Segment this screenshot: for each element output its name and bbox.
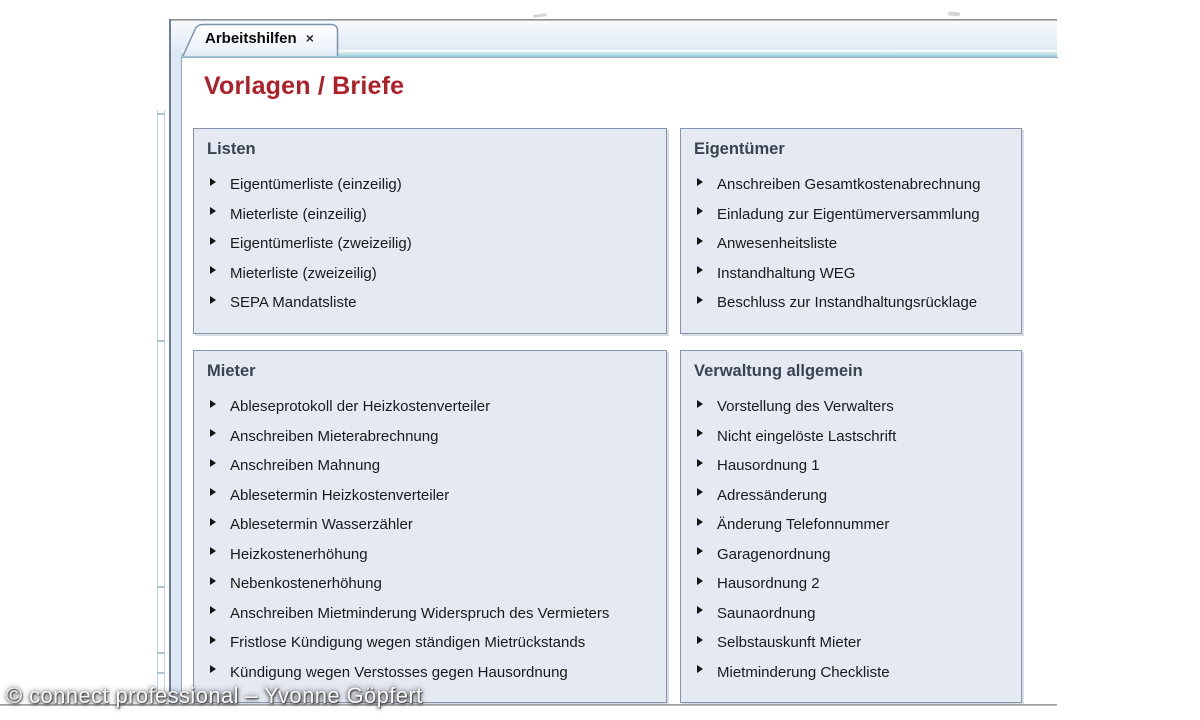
template-link[interactable] — [210, 259, 660, 289]
template-link-label: Hausordnung 1 — [717, 457, 820, 475]
panel-items — [210, 170, 660, 318]
template-link[interactable] — [697, 569, 1015, 599]
panel-items — [697, 170, 1015, 318]
arrow-bullet-icon — [697, 577, 703, 585]
panel-mieter — [193, 350, 667, 703]
arrow-bullet-icon — [210, 429, 216, 437]
template-link[interactable] — [210, 288, 660, 318]
template-link[interactable] — [210, 628, 660, 658]
panel-items — [210, 392, 660, 687]
template-link[interactable] — [210, 200, 660, 230]
arrow-bullet-icon — [697, 547, 703, 555]
panel-title: Listen — [207, 140, 256, 158]
edge-tick — [157, 113, 165, 115]
template-link-label: Anschreiben Mieterabrechnung — [230, 427, 439, 445]
arrow-bullet-icon — [210, 266, 216, 274]
template-link[interactable] — [697, 422, 1015, 452]
tab-label: Arbeitshilfen — [205, 30, 297, 47]
template-link[interactable] — [210, 540, 660, 570]
template-link-label: Fristlose Kündigung wegen ständigen Mietrückstands — [230, 634, 586, 652]
template-link-label: Instandhaltung WEG — [717, 264, 856, 282]
background-window-edge — [157, 110, 165, 704]
template-link-label: Ablesetermin Wasserzähler — [230, 516, 413, 534]
arrow-bullet-icon — [210, 547, 216, 555]
edge-tick — [157, 340, 165, 342]
template-link-label: Anschreiben Mietminderung Widerspruch des Vermieters — [230, 604, 610, 622]
tab-close-icon[interactable]: × — [305, 30, 314, 46]
template-link[interactable] — [210, 229, 660, 259]
arrow-bullet-icon — [697, 237, 703, 245]
template-link[interactable] — [210, 170, 660, 200]
panel-title: Eigentümer — [694, 140, 785, 158]
template-link[interactable] — [210, 510, 660, 540]
template-link[interactable] — [697, 170, 1015, 200]
template-link[interactable] — [697, 200, 1015, 230]
template-link-label: Mieterliste (einzeilig) — [230, 205, 367, 223]
panel-title: Verwaltung allgemein — [694, 362, 863, 380]
panel-items — [697, 392, 1015, 687]
template-link-label: Eigentümerliste (zweizeilig) — [230, 235, 412, 253]
arrow-bullet-icon — [210, 178, 216, 186]
template-link[interactable] — [210, 422, 660, 452]
arrow-bullet-icon — [210, 606, 216, 614]
arrow-bullet-icon — [697, 296, 703, 304]
template-link-label: Beschluss zur Instandhaltungsrücklage — [717, 294, 978, 312]
arrow-bullet-icon — [210, 665, 216, 673]
window-top-notch — [533, 13, 547, 18]
template-link[interactable] — [210, 599, 660, 629]
arrow-bullet-icon — [210, 488, 216, 496]
arrow-bullet-icon — [697, 207, 703, 215]
template-link-label: Einladung zur Eigentümerversammlung — [717, 205, 980, 223]
template-link-label: Adressänderung — [717, 486, 828, 504]
template-link-label: Hausordnung 2 — [717, 575, 820, 593]
arrow-bullet-icon — [697, 459, 703, 467]
arrow-bullet-icon — [210, 237, 216, 245]
template-link[interactable] — [210, 451, 660, 481]
template-link[interactable] — [697, 259, 1015, 289]
template-link-label: Vorstellung des Verwalters — [717, 398, 894, 416]
arrow-bullet-icon — [697, 400, 703, 408]
arrow-bullet-icon — [210, 459, 216, 467]
arrow-bullet-icon — [210, 296, 216, 304]
template-link[interactable] — [697, 599, 1015, 629]
template-link-label: Selbstauskunft Mieter — [717, 634, 862, 652]
panel-title: Mieter — [207, 362, 256, 380]
template-link[interactable] — [210, 569, 660, 599]
template-link[interactable] — [697, 392, 1015, 422]
template-link[interactable] — [210, 481, 660, 511]
template-link[interactable] — [697, 510, 1015, 540]
template-link[interactable] — [697, 658, 1015, 688]
template-link-label: Eigentümerliste (einzeilig) — [230, 176, 402, 194]
arrow-bullet-icon — [697, 518, 703, 526]
panel-eigentuemer — [680, 128, 1022, 334]
page-title: Vorlagen / Briefe — [204, 72, 405, 100]
window-top-notch — [948, 11, 960, 16]
arrow-bullet-icon — [210, 518, 216, 526]
template-link[interactable] — [697, 288, 1015, 318]
template-link-label: Saunaordnung — [717, 604, 816, 622]
arrow-bullet-icon — [210, 577, 216, 585]
arrow-bullet-icon — [697, 606, 703, 614]
template-link-label: Anschreiben Mahnung — [230, 457, 381, 475]
arrow-bullet-icon — [210, 636, 216, 644]
template-link-label: Nicht eingelöste Lastschrift — [717, 427, 897, 445]
template-link[interactable] — [210, 392, 660, 422]
template-link[interactable] — [697, 540, 1015, 570]
arrow-bullet-icon — [210, 400, 216, 408]
template-link-label: Ablesetermin Heizkostenverteiler — [230, 486, 450, 504]
template-link-label: Kündigung wegen Verstosses gegen Hausordnung — [230, 663, 568, 681]
arrow-bullet-icon — [697, 636, 703, 644]
template-link[interactable] — [697, 628, 1015, 658]
template-link[interactable] — [697, 229, 1015, 259]
arrow-bullet-icon — [697, 665, 703, 673]
template-link[interactable] — [697, 481, 1015, 511]
arrow-bullet-icon — [210, 207, 216, 215]
template-link[interactable] — [697, 451, 1015, 481]
arrow-bullet-icon — [697, 266, 703, 274]
template-link-label: Änderung Telefonnummer — [717, 516, 890, 534]
edge-tick — [157, 672, 165, 674]
template-link-label: Anschreiben Gesamtkostenabrechnung — [717, 176, 981, 194]
template-link-label: Ableseprotokoll der Heizkostenverteiler — [230, 398, 491, 416]
template-link-label: Anwesenheitsliste — [717, 235, 838, 253]
arrow-bullet-icon — [697, 488, 703, 496]
edge-tick — [157, 652, 165, 654]
template-link-label: Nebenkostenerhöhung — [230, 575, 382, 593]
panel-verwaltung-allgemein — [680, 350, 1022, 703]
window-frame-strip — [171, 50, 181, 704]
edge-tick — [157, 586, 165, 588]
tab-arbeitshilfen[interactable] — [182, 23, 340, 56]
template-link-label: SEPA Mandatsliste — [230, 294, 357, 312]
photo-credit-watermark: © connect professional – Yvonne Göpfert — [6, 683, 423, 708]
arrow-bullet-icon — [697, 429, 703, 437]
arrow-bullet-icon — [697, 178, 703, 186]
panel-listen — [193, 128, 667, 334]
template-link-label: Mieterliste (zweizeilig) — [230, 264, 377, 282]
template-link-label: Garagenordnung — [717, 545, 831, 563]
template-link-label: Mietminderung Checkliste — [717, 663, 890, 681]
template-link-label: Heizkostenerhöhung — [230, 545, 368, 563]
